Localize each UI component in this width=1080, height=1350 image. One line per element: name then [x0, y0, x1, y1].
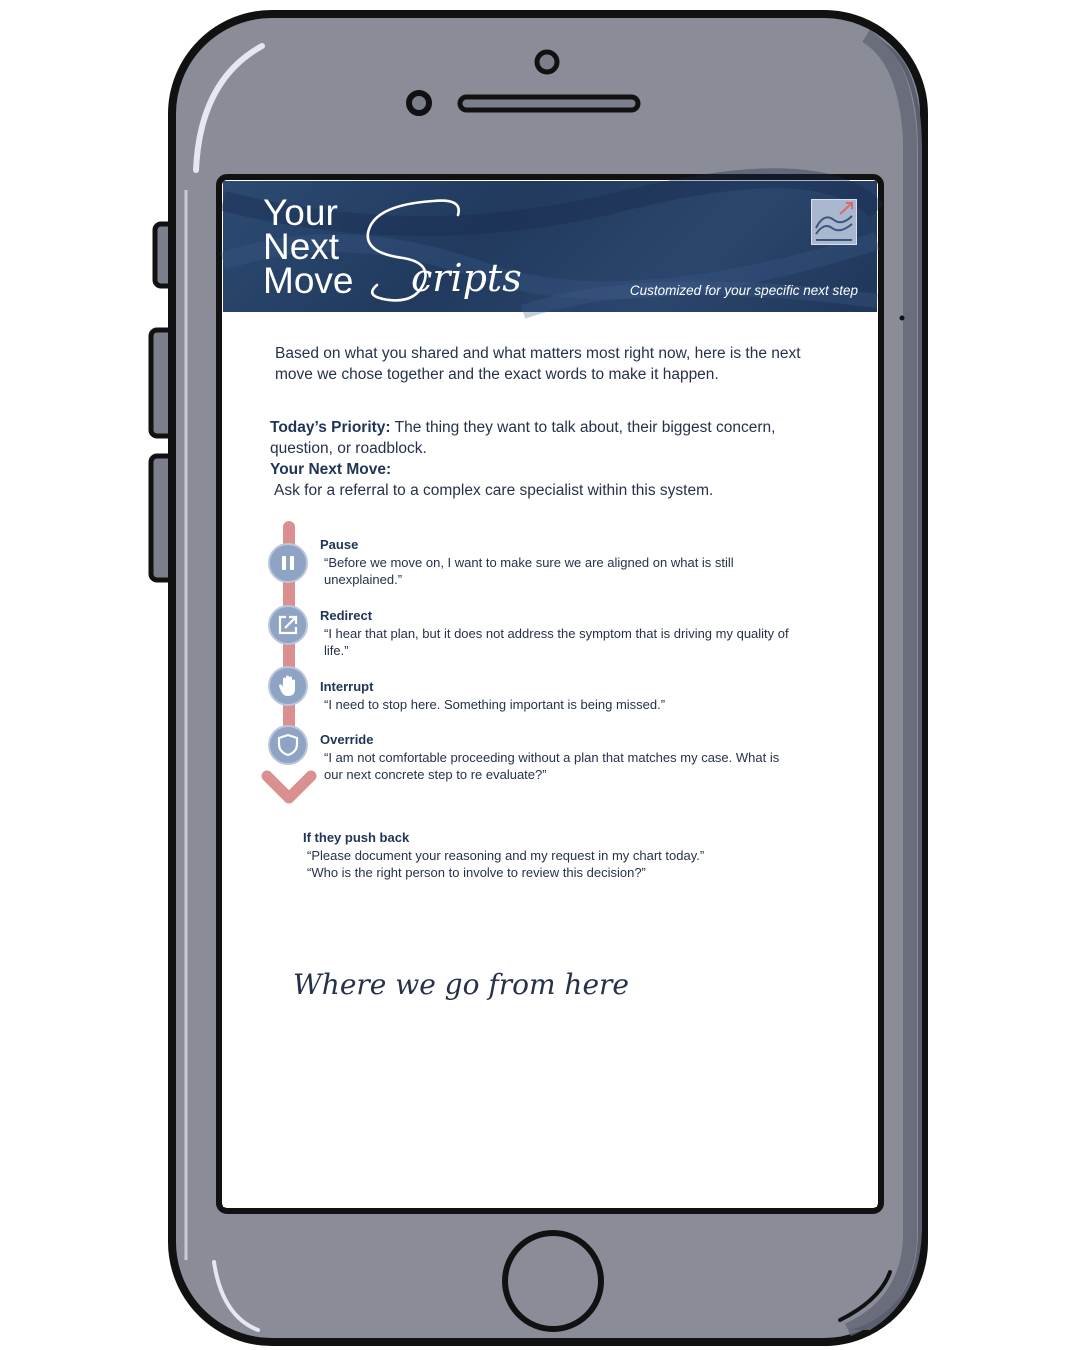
step-override [320, 731, 790, 784]
redirect-icon [268, 605, 308, 645]
signoff-text: Where we go from here [293, 968, 629, 1001]
step-quote: “I am not comfortable proceeding without a plan that matches my case. What is our next concrete step to re evaluate?” [324, 749, 780, 782]
step-title: Override [320, 732, 374, 747]
priority-block [270, 417, 835, 501]
next-move-text: Ask for a referral to a complex care specialist within this system. [274, 482, 714, 499]
signoff-script [293, 942, 629, 1022]
pushback-line: “Please document your reasoning and my request in my chart today.” [307, 847, 705, 863]
priority-label: Today’s Priority: [270, 419, 391, 436]
title-line-2: Next [263, 226, 340, 267]
svg-text:cripts: cripts [411, 256, 522, 300]
pushback-block [303, 829, 783, 882]
wave-chart-logo-icon [812, 200, 856, 244]
scripts-wordmark [363, 193, 533, 308]
title-line-3: Move [263, 260, 354, 301]
step-title: Redirect [320, 608, 373, 623]
step-quote: “Before we move on, I want to make sure we are aligned on what is still unexplained.” [324, 554, 734, 587]
pushback-title: If they push back [303, 830, 410, 845]
pause-icon [268, 543, 308, 583]
header-banner [223, 181, 877, 312]
page-title [263, 192, 354, 301]
step-interrupt [320, 678, 790, 713]
step-title: Interrupt [320, 679, 374, 694]
next-move-label: Your Next Move: [270, 461, 392, 478]
phone-screen [223, 181, 877, 1207]
step-redirect [320, 607, 790, 660]
step-quote: “I hear that plan, but it does not address the symptom that is driving my quality of life.” [324, 625, 789, 658]
step-title: Pause [320, 537, 359, 552]
intro-text: Based on what you shared and what matters most right now, here is the next move we chose together and the exact words to make it happen. [275, 345, 801, 383]
step-pause [320, 536, 790, 589]
priority-text: The thing they want to talk about, their biggest concern, question, or roadblock. [270, 419, 776, 457]
title-line-1: Your [263, 192, 338, 233]
step-quote: “I need to stop here. Something important is being missed.” [324, 696, 666, 712]
arrow-down-icon [261, 758, 317, 808]
hand-stop-icon [268, 666, 308, 706]
logo [811, 199, 857, 245]
pushback-line: “Who is the right person to involve to review this decision?” [307, 865, 646, 880]
tagline: Customized for your specific next step [629, 283, 858, 298]
